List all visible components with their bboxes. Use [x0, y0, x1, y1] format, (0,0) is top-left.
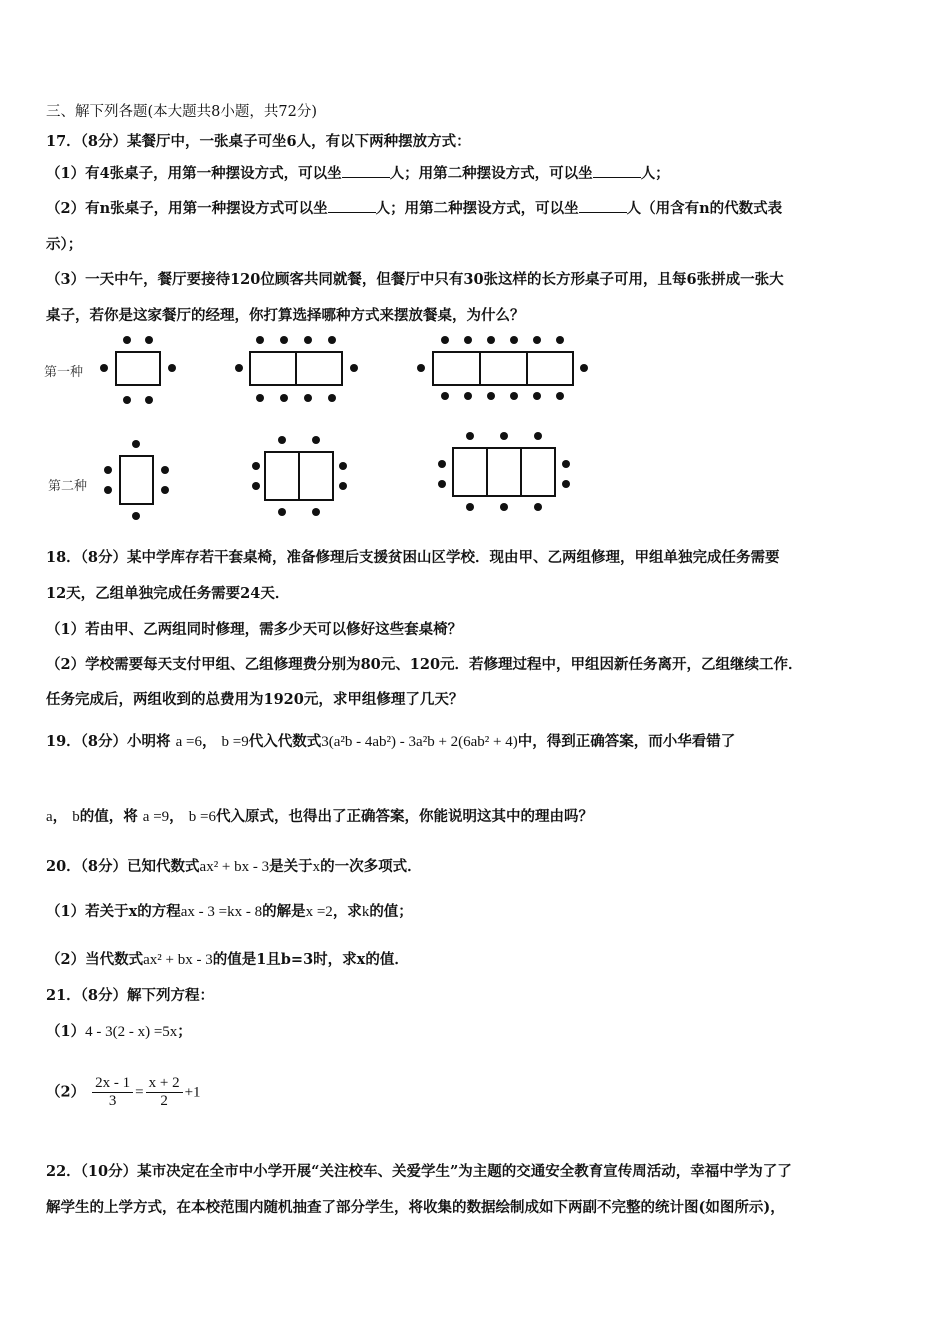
q20-text: 的值是1且b=3时，求x的值． [212, 951, 409, 968]
q17-part1-text: （1）有4张桌子，用第一种摆设方式，可以坐 [46, 165, 342, 182]
q17-part1-text: 人；用第二种摆设方式，可以坐 [389, 165, 593, 182]
q19-text: 中，得到正确答案，而小华看错了 [517, 733, 736, 750]
q17-part1-text: 人； [640, 165, 670, 182]
q20-text: 的值； [369, 903, 413, 920]
answer-blank [342, 165, 390, 178]
q20-text: ，求 [332, 903, 362, 920]
math-k: k [361, 904, 370, 920]
math-polynomial: ax² + bx - 3 [143, 952, 213, 968]
q17-part2-text: 人（用含有n的代数式表 [626, 200, 783, 217]
q21-part2 [46, 1075, 201, 1110]
punct: ， [52, 808, 68, 825]
seat-dots [100, 336, 588, 520]
math-expression: 3(a²b - 4ab²) - 3a²b + 2(6ab² + 4) [321, 734, 518, 750]
q19-text: 的值，将 [79, 808, 138, 825]
q19-text: 代入原式，也得出了正确答案，你能说明这其中的理由吗？ [215, 808, 593, 825]
q19-text: 19．（8分）小明将 [46, 733, 171, 750]
math-plus-one: +1 [184, 1084, 201, 1101]
q21-label: （1） [46, 1023, 86, 1040]
q22-stem-cont: 解学生的上学方式，在本校范围内随机抽查了部分学生，将收集的数据绘制成如下两副不完整的统计图(如图所示)， [46, 1199, 785, 1216]
math-b: b [72, 809, 80, 825]
q21-part1 [46, 1020, 192, 1041]
section-title: 三、解下列各题(本大题共8小题，共72分) [46, 104, 317, 120]
q19-line2 [46, 805, 593, 826]
fraction [146, 1075, 183, 1110]
punct: ， [169, 808, 184, 825]
math-equals: = [135, 1084, 144, 1101]
q20-text: （1）若关于x的方程 [46, 903, 181, 920]
answer-blank [593, 165, 641, 178]
answer-blank [328, 200, 376, 213]
table-rect [453, 448, 555, 496]
q18-part1: （1）若由甲、乙两组同时修理，需多少天可以修好这些套桌椅？ [46, 621, 463, 638]
table-rect [120, 456, 153, 504]
q20-text: 20．（8分）已知代数式 [46, 858, 200, 875]
q17-part2-text: 人；用第二种摆设方式，可以坐 [375, 200, 579, 217]
math-solution: x =2 [305, 904, 333, 920]
q18-stem: 18．（8分）某中学库存若干套桌椅，准备修理后支援贫困山区学校．现由甲、乙两组修理，甲组单独完成任务需要 [46, 549, 780, 566]
fraction-denominator: 2 [160, 1093, 168, 1109]
q20-text: （2）当代数式 [46, 951, 144, 968]
math-a-equals-6: a =6 [175, 734, 202, 750]
math-a-equals-9: a =9 [142, 809, 170, 825]
q17-part2 [46, 197, 782, 218]
fraction-numerator: x + 2 [146, 1075, 183, 1093]
q22-stem: 22．（10分）某市决定在全市中小学开展“关注校车、关爱学生”为主题的交通安全教育宣传周活动，幸福中学为了了 [46, 1163, 792, 1180]
punct: ， [201, 733, 217, 750]
q17-part3: （3）一天中午，餐厅要接待120位顾客共同就餐，但餐厅中只有30张这样的长方形桌子可用，且每6张拼成一张大 [46, 271, 784, 288]
q20-stem [46, 855, 422, 876]
table-rect [433, 352, 573, 385]
math-polynomial: ax² + bx - 3 [199, 859, 270, 875]
q18-part2-cont: 任务完成后，两组收到的总费用为1920元，求甲组修理了几天？ [46, 691, 464, 708]
answer-blank [579, 200, 627, 213]
q20-text: 的一次多项式． [320, 858, 422, 875]
q21-stem: 21．（8分）解下列方程： [46, 987, 215, 1004]
q18-part2: （2）学校需要每天支付甲组、乙组修理费分别为80元、120元．若修理过程中，甲组因新任务离开，乙组继续工作． [46, 656, 803, 673]
q20-text: 的解是 [262, 903, 306, 920]
q20-part2 [46, 948, 409, 969]
punct: ； [177, 1023, 192, 1040]
table-arrangement-diagram [40, 330, 600, 520]
math-b-equals-6: b =6 [188, 809, 216, 825]
label-second-arrangement: 第二种 [48, 479, 88, 494]
q19-text: 代入代数式 [248, 733, 322, 750]
q20-text: 是关于 [269, 858, 313, 875]
q17-part2-text: （2）有n张桌子，用第一种摆设方式可以坐 [46, 200, 328, 217]
q19-line1 [46, 730, 735, 751]
fraction-numerator: 2x - 1 [92, 1075, 133, 1093]
q17-stem: 17．（8分）某餐厅中，一张桌子可坐6人，有以下两种摆放方式： [46, 133, 471, 150]
q20-part1 [46, 900, 413, 921]
label-first-arrangement: 第一种 [44, 365, 84, 380]
math-b-equals-9: b =9 [221, 734, 249, 750]
q17-part2-cont: 示）； [46, 236, 83, 253]
fraction-denominator: 3 [108, 1093, 117, 1109]
q17-part3-cont: 桌子，若你是这家餐厅的经理，你打算选择哪种方式来摆放餐桌，为什么？ [46, 307, 525, 324]
math-equation: 4 - 3(2 - x) =5x [85, 1024, 178, 1040]
math-a: a [46, 809, 53, 825]
math-x: x [312, 859, 321, 875]
fraction [92, 1075, 133, 1110]
q21-label: （2） [46, 1083, 86, 1101]
table-rect [116, 352, 160, 385]
math-equation: ax - 3 =kx - 8 [180, 904, 263, 920]
q17-part1 [46, 162, 670, 183]
q18-stem-cont: 12天，乙组单独完成任务需要24天． [46, 585, 290, 602]
